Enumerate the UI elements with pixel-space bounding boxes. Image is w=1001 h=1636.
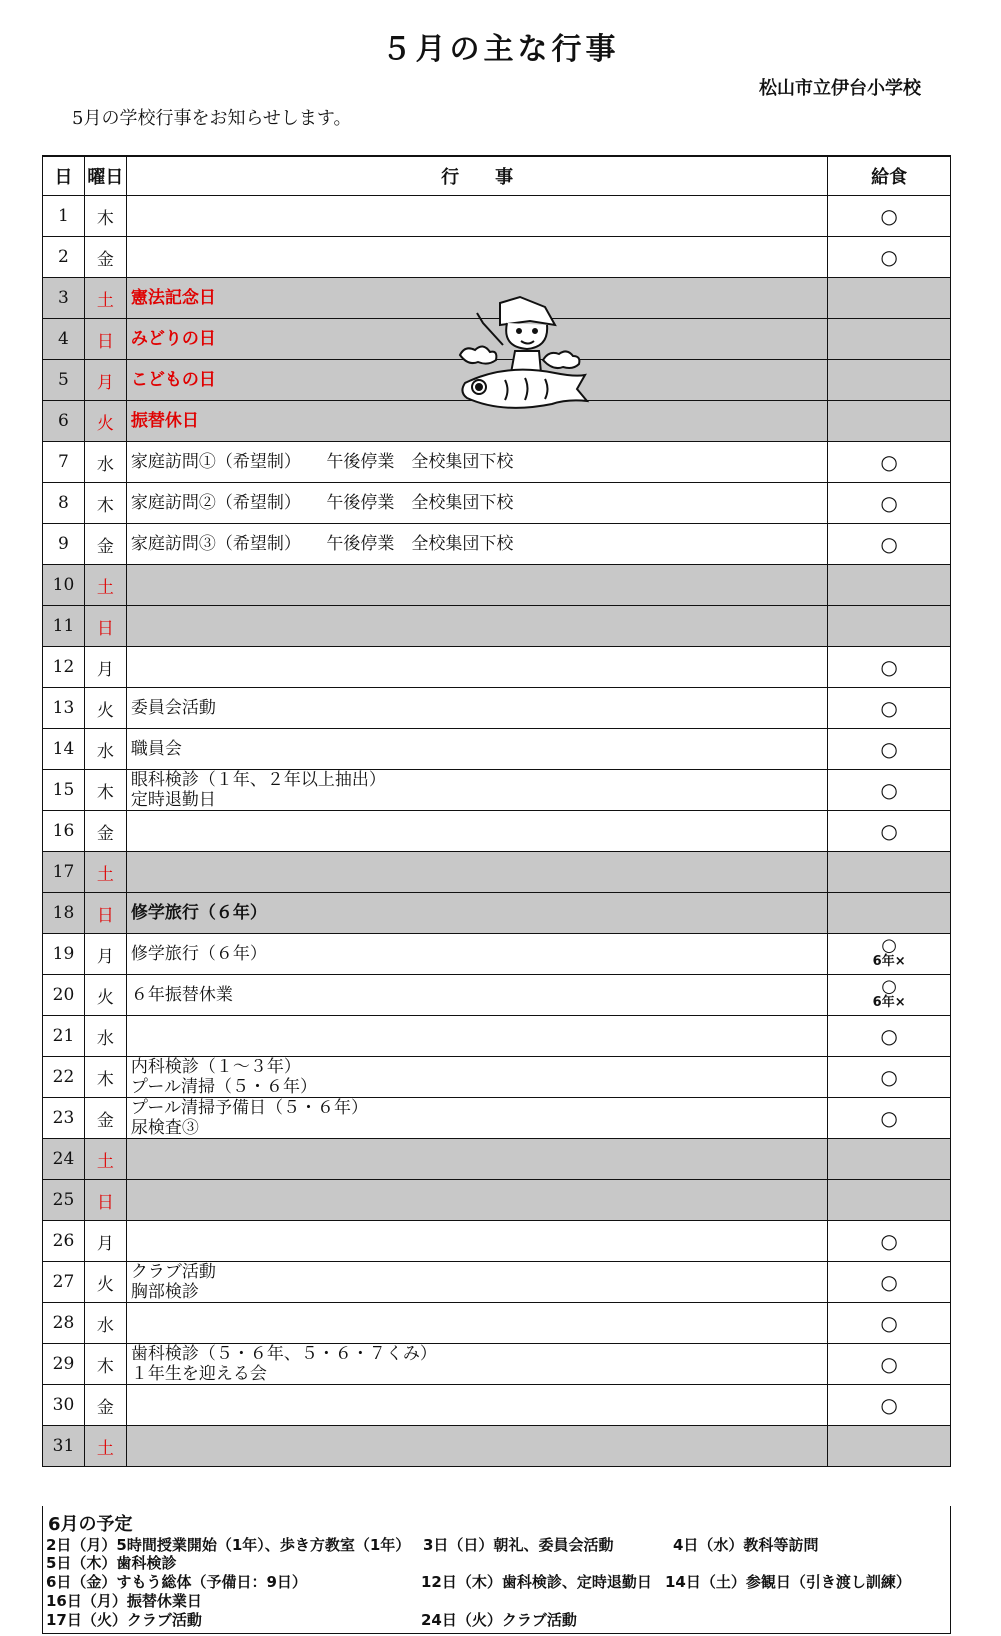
day-cell: 22 xyxy=(43,1057,85,1098)
meal-mark: ○ xyxy=(880,1065,898,1089)
events-cell xyxy=(126,483,827,524)
day-cell: 6 xyxy=(43,401,85,442)
day-cell: 5 xyxy=(43,360,85,401)
event-text: プール清掃予備日（５・６年） xyxy=(130,1098,369,1118)
events-cell xyxy=(126,1303,827,1344)
event-text: 家庭訪問③（希望制） 午後停業 全校集団下校 xyxy=(130,534,514,554)
day-cell: 16 xyxy=(43,811,85,852)
day-cell: 29 xyxy=(43,1344,85,1385)
event-text: ６年振替休業 xyxy=(130,985,233,1005)
meal-mark: ○ xyxy=(880,1229,898,1253)
weekday-cell: 火 xyxy=(84,975,126,1016)
day-cell: 24 xyxy=(43,1139,85,1180)
meal-cell xyxy=(828,1098,951,1139)
event-text: 歯科検診（５・６年、５・６・７くみ） xyxy=(130,1344,437,1364)
table-row xyxy=(43,1221,951,1262)
events-cell xyxy=(126,524,827,565)
day-cell: 2 xyxy=(43,237,85,278)
table-row xyxy=(43,688,951,729)
events-cell xyxy=(126,1139,827,1180)
meal-cell xyxy=(828,770,951,811)
day-cell: 26 xyxy=(43,1221,85,1262)
weekday-cell: 木 xyxy=(84,196,126,237)
boy-riding-carp-illustration xyxy=(455,295,590,425)
weekday-cell: 木 xyxy=(84,770,126,811)
header-day: 日 xyxy=(43,156,85,196)
weekday-cell: 日 xyxy=(84,1180,126,1221)
meal-mark: ○ xyxy=(880,1352,898,1376)
meal-mark: ○ xyxy=(880,696,898,720)
table-row xyxy=(43,565,951,606)
june-item: 3日（日）朝礼、委員会活動 xyxy=(423,1536,614,1554)
event-text: プール清掃（５・６年） xyxy=(130,1077,318,1097)
event-text: 内科検診（１～３年） xyxy=(130,1057,301,1077)
weekday-cell: 土 xyxy=(84,1139,126,1180)
events-cell xyxy=(126,1344,827,1385)
june-schedule-box xyxy=(42,1506,951,1634)
meal-cell xyxy=(828,811,951,852)
events-cell xyxy=(126,442,827,483)
meal-cell xyxy=(828,893,951,934)
meal-mark: ○ xyxy=(880,1311,898,1335)
events-cell xyxy=(126,770,827,811)
event-text: 胸部検診 xyxy=(130,1282,199,1302)
day-cell: 9 xyxy=(43,524,85,565)
day-cell: 14 xyxy=(43,729,85,770)
meal-cell xyxy=(828,524,951,565)
events-cell xyxy=(126,1426,827,1467)
june-item: 5日（木）歯科検診 xyxy=(46,1554,177,1572)
events-cell xyxy=(126,196,827,237)
weekday-cell: 土 xyxy=(84,1426,126,1467)
event-text: 家庭訪問①（希望制） 午後停業 全校集団下校 xyxy=(130,452,514,472)
day-cell: 17 xyxy=(43,852,85,893)
meal-mark: ○ xyxy=(880,1270,898,1294)
meal-cell xyxy=(828,1344,951,1385)
events-cell xyxy=(126,606,827,647)
events-cell xyxy=(126,934,827,975)
day-cell: 28 xyxy=(43,1303,85,1344)
table-row xyxy=(43,852,951,893)
event-text: 憲法記念日 xyxy=(130,288,216,308)
weekday-cell: 水 xyxy=(84,442,126,483)
table-row xyxy=(43,1139,951,1180)
weekday-cell: 金 xyxy=(84,524,126,565)
meal-cell xyxy=(828,1139,951,1180)
table-row xyxy=(43,811,951,852)
table-row xyxy=(43,1057,951,1098)
june-title: 6月の予定 xyxy=(48,1514,133,1535)
weekday-cell: 金 xyxy=(84,237,126,278)
events-cell xyxy=(126,237,827,278)
day-cell: 7 xyxy=(43,442,85,483)
meal-mark: ○ xyxy=(880,450,898,474)
meal-mark: ○ xyxy=(880,245,898,269)
weekday-cell: 木 xyxy=(84,483,126,524)
june-item: 2日（月）5時間授業開始（1年）、歩き方教室（1年） xyxy=(46,1536,411,1554)
weekday-cell: 火 xyxy=(84,1262,126,1303)
day-cell: 30 xyxy=(43,1385,85,1426)
meal-cell xyxy=(828,934,951,975)
day-cell: 1 xyxy=(43,196,85,237)
table-row xyxy=(43,975,951,1016)
weekday-cell: 水 xyxy=(84,729,126,770)
table-row xyxy=(43,442,951,483)
day-cell: 4 xyxy=(43,319,85,360)
meal-cell xyxy=(828,442,951,483)
table-row xyxy=(43,647,951,688)
meal-cell xyxy=(828,483,951,524)
meal-cell xyxy=(828,729,951,770)
meal-cell xyxy=(828,688,951,729)
day-cell: 13 xyxy=(43,688,85,729)
event-text: 委員会活動 xyxy=(130,698,216,718)
day-cell: 18 xyxy=(43,893,85,934)
meal-mark: ○ xyxy=(880,532,898,556)
header-weekday: 曜日 xyxy=(84,156,126,196)
day-cell: 10 xyxy=(43,565,85,606)
meal-cell xyxy=(828,401,951,442)
june-item: 17日（火）クラブ活動 xyxy=(46,1611,202,1629)
table-row xyxy=(43,196,951,237)
meal-cell xyxy=(828,1262,951,1303)
meal-cell xyxy=(828,852,951,893)
table-row xyxy=(43,1344,951,1385)
weekday-cell: 日 xyxy=(84,319,126,360)
day-cell: 15 xyxy=(43,770,85,811)
table-row xyxy=(43,934,951,975)
events-cell xyxy=(126,893,827,934)
events-cell xyxy=(126,811,827,852)
weekday-cell: 月 xyxy=(84,934,126,975)
meal-cell xyxy=(828,319,951,360)
event-text: 修学旅行（６年） xyxy=(130,944,267,964)
event-text: 尿検査③ xyxy=(130,1118,199,1138)
meal-mark: ○ xyxy=(881,935,898,956)
day-cell: 21 xyxy=(43,1016,85,1057)
events-cell xyxy=(126,565,827,606)
meal-mark: ○ xyxy=(880,737,898,761)
table-row xyxy=(43,483,951,524)
meal-note: 6年× xyxy=(872,995,906,1010)
weekday-cell: 月 xyxy=(84,360,126,401)
meal-cell xyxy=(828,1057,951,1098)
june-item: 12日（木）歯科検診、定時退勤日 xyxy=(421,1573,652,1591)
events-cell xyxy=(126,1016,827,1057)
day-cell: 3 xyxy=(43,278,85,319)
events-cell xyxy=(126,647,827,688)
meal-cell xyxy=(828,1016,951,1057)
june-item: 4日（水）教科等訪問 xyxy=(673,1536,819,1554)
weekday-cell: 土 xyxy=(84,565,126,606)
meal-cell xyxy=(828,196,951,237)
events-cell xyxy=(126,729,827,770)
day-cell: 19 xyxy=(43,934,85,975)
table-row xyxy=(43,1098,951,1139)
events-cell xyxy=(126,1057,827,1098)
event-text: 家庭訪問②（希望制） 午後停業 全校集団下校 xyxy=(130,493,514,513)
events-cell xyxy=(126,852,827,893)
event-text: クラブ活動 xyxy=(130,1262,216,1282)
meal-cell xyxy=(828,606,951,647)
meal-mark: ○ xyxy=(880,819,898,843)
meal-cell xyxy=(828,1221,951,1262)
meal-cell xyxy=(828,360,951,401)
june-item: 16日（月）振替休業日 xyxy=(46,1592,202,1610)
day-cell: 12 xyxy=(43,647,85,688)
events-cell xyxy=(126,1385,827,1426)
meal-cell xyxy=(828,237,951,278)
table-row xyxy=(43,1262,951,1303)
weekday-cell: 木 xyxy=(84,1057,126,1098)
event-text: みどりの日 xyxy=(130,329,216,349)
meal-cell xyxy=(828,647,951,688)
table-row xyxy=(43,1385,951,1426)
weekday-cell: 月 xyxy=(84,647,126,688)
day-cell: 11 xyxy=(43,606,85,647)
meal-mark: ○ xyxy=(881,976,898,997)
event-text: １年生を迎える会 xyxy=(130,1364,267,1384)
table-row xyxy=(43,770,951,811)
events-cell xyxy=(126,1098,827,1139)
meal-mark: ○ xyxy=(880,491,898,515)
event-text: 振替休日 xyxy=(130,411,199,431)
meal-mark: ○ xyxy=(880,1393,898,1417)
meal-cell xyxy=(828,975,951,1016)
day-cell: 25 xyxy=(43,1180,85,1221)
header-meal: 給食 xyxy=(828,156,951,196)
school-name: 松山市立伊台小学校 xyxy=(759,78,921,99)
weekday-cell: 水 xyxy=(84,1016,126,1057)
weekday-cell: 日 xyxy=(84,893,126,934)
june-item: 6日（金）すもう総体（予備日：9日） xyxy=(46,1573,307,1591)
weekday-cell: 木 xyxy=(84,1344,126,1385)
event-text: 修学旅行（６年） xyxy=(130,903,267,923)
meal-mark: ○ xyxy=(880,204,898,228)
table-row xyxy=(43,524,951,565)
events-cell xyxy=(126,688,827,729)
event-text: 定時退勤日 xyxy=(130,790,216,810)
events-cell xyxy=(126,1262,827,1303)
day-cell: 27 xyxy=(43,1262,85,1303)
day-cell: 23 xyxy=(43,1098,85,1139)
table-row xyxy=(43,893,951,934)
intro-text: 5月の学校行事をお知らせします。 xyxy=(72,108,352,129)
table-row xyxy=(43,1180,951,1221)
event-text: こどもの日 xyxy=(130,370,216,390)
weekday-cell: 金 xyxy=(84,811,126,852)
table-row xyxy=(43,1016,951,1057)
meal-mark: ○ xyxy=(880,778,898,802)
meal-cell xyxy=(828,1426,951,1467)
page-title: ５月の主な行事 xyxy=(381,32,620,67)
june-item: 24日（火）クラブ活動 xyxy=(421,1611,577,1629)
weekday-cell: 火 xyxy=(84,401,126,442)
table-row xyxy=(43,237,951,278)
day-cell: 20 xyxy=(43,975,85,1016)
weekday-cell: 月 xyxy=(84,1221,126,1262)
events-cell xyxy=(126,975,827,1016)
weekday-cell: 金 xyxy=(84,1385,126,1426)
meal-cell xyxy=(828,278,951,319)
table-row xyxy=(43,606,951,647)
meal-mark: ○ xyxy=(880,1106,898,1130)
weekday-cell: 火 xyxy=(84,688,126,729)
meal-note: 6年× xyxy=(872,954,906,969)
weekday-cell: 金 xyxy=(84,1098,126,1139)
weekday-cell: 土 xyxy=(84,852,126,893)
day-cell: 31 xyxy=(43,1426,85,1467)
meal-cell xyxy=(828,1303,951,1344)
table-row xyxy=(43,1303,951,1344)
meal-cell xyxy=(828,565,951,606)
header-events: 行 事 xyxy=(126,156,827,196)
events-cell xyxy=(126,1180,827,1221)
event-text: 眼科検診（１年、２年以上抽出） xyxy=(130,770,386,790)
events-cell xyxy=(126,1221,827,1262)
meal-cell xyxy=(828,1180,951,1221)
table-row xyxy=(43,729,951,770)
table-header-row xyxy=(43,156,951,196)
weekday-cell: 日 xyxy=(84,606,126,647)
meal-mark: ○ xyxy=(880,655,898,679)
meal-cell xyxy=(828,1385,951,1426)
day-cell: 8 xyxy=(43,483,85,524)
event-text: 職員会 xyxy=(130,739,182,759)
table-row xyxy=(43,1426,951,1467)
weekday-cell: 土 xyxy=(84,278,126,319)
meal-mark: ○ xyxy=(880,1024,898,1048)
weekday-cell: 水 xyxy=(84,1303,126,1344)
june-item: 14日（土）参観日（引き渡し訓練） xyxy=(665,1573,911,1591)
